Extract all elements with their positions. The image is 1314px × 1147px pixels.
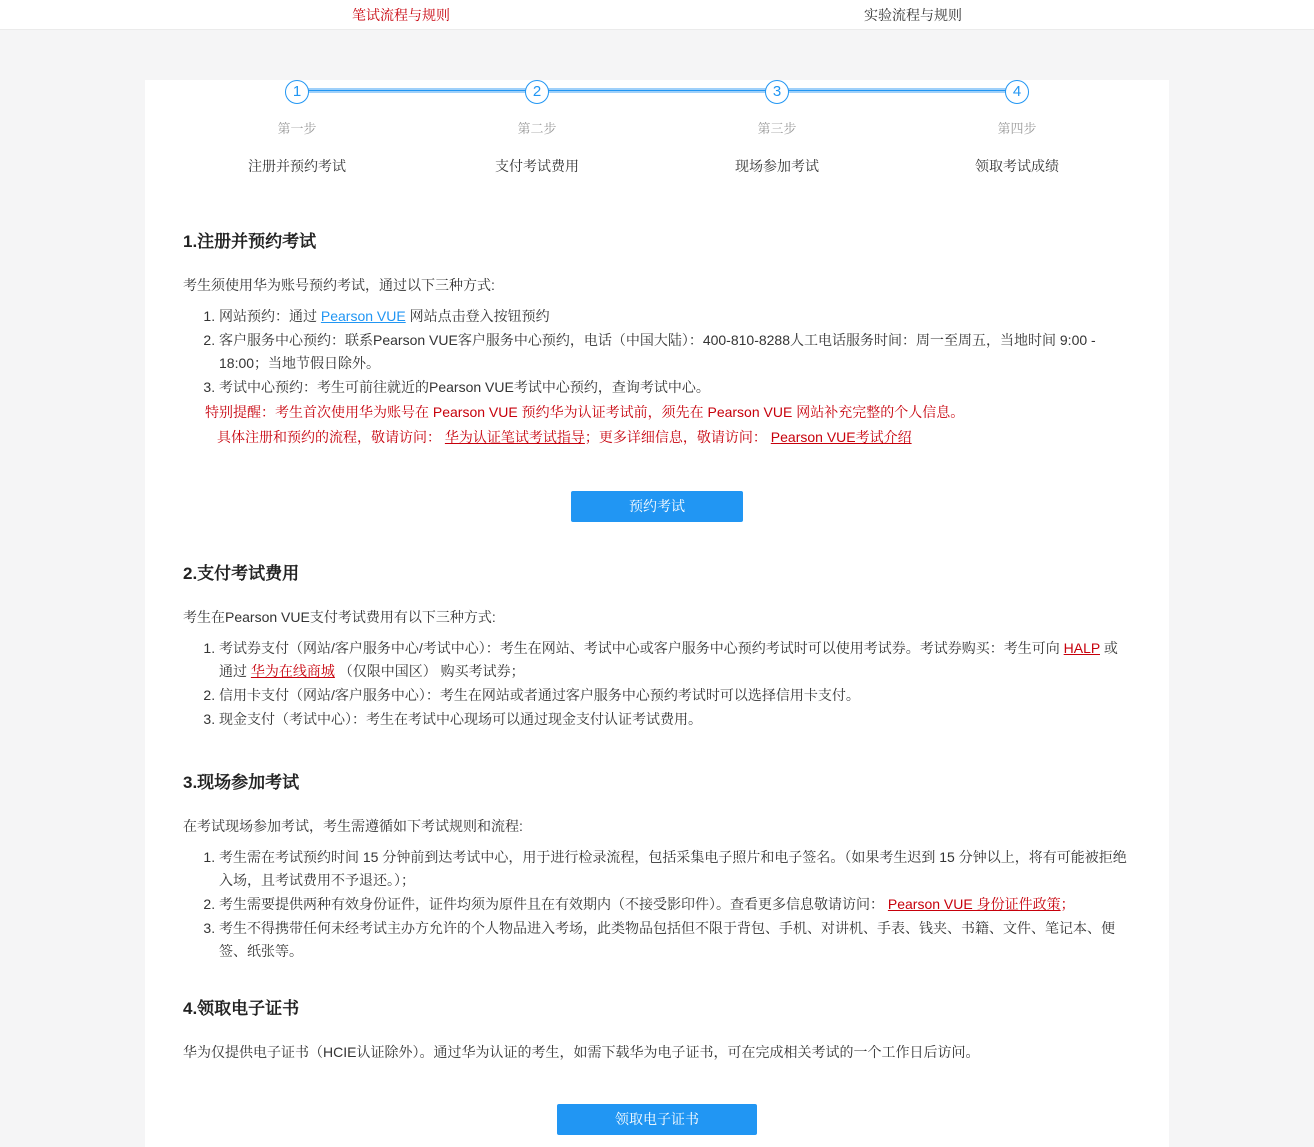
tab-written-exam-process[interactable] [145, 0, 657, 29]
text-segment: 考试中心预约：考生可前往就近的Pearson VUE考试中心预约，查询考试中心。 [219, 379, 710, 395]
get-certificate-button[interactable]: 领取电子证书 [557, 1104, 757, 1135]
list-item [219, 917, 1131, 963]
main-content [145, 232, 1169, 1135]
text-segment: 网站预约：通过 [219, 308, 321, 324]
list-item [219, 305, 1131, 328]
list-item [219, 329, 1131, 375]
section-1-intro: 考生须使用华为账号预约考试，通过以下三种方式: [183, 277, 495, 293]
tab-lab-exam-label: 实验流程与规则 [864, 6, 962, 23]
stepper-circles-row [177, 80, 1137, 104]
section-get-certificate [183, 999, 1131, 1135]
tab-lab-exam-process[interactable] [657, 0, 1169, 29]
list-item [219, 846, 1131, 892]
top-tab-bar [0, 0, 1314, 30]
list-item [219, 376, 1131, 399]
list-item [219, 684, 1131, 707]
section-2-list [183, 637, 1131, 731]
section-4-body: 华为仅提供电子证书（HCIE认证除外）。通过华为认证的考生，如需下载华为电子证书，可在完成相关考试的一个工作日后访问。 [183, 1044, 980, 1060]
text-segment: 信用卡支付（网站/客户服务中心）：考生在网站或者通过客户服务中心预约考试时可以选择信用卡支付。 [219, 687, 860, 703]
pearson-vue-intro-link[interactable]: Pearson VUE考试介绍 [770, 429, 912, 445]
section-3-list [183, 846, 1131, 963]
section-1-list [183, 305, 1131, 399]
stepper-names-row [177, 137, 1137, 176]
section-2-intro: 考生在Pearson VUE支付考试费用有以下三种方式: [183, 609, 496, 625]
content-card [145, 80, 1169, 1147]
section-onsite-exam [183, 773, 1131, 963]
step-circle-1: 1 [285, 80, 309, 104]
pearson-vue-link[interactable]: Pearson VUE [320, 308, 406, 324]
text-segment: ； [1060, 896, 1075, 912]
step-name-1: 注册并预约考试 [248, 158, 346, 174]
step-label-2: 第二步 [517, 121, 557, 136]
written-exam-guide-link[interactable]: 华为认证笔试考试指导 [444, 429, 585, 445]
exam-process-stepper [177, 80, 1137, 176]
text-segment: 现金支付（考试中心）：考生在考试中心现场可以通过现金支付认证考试费用。 [219, 711, 702, 727]
step-circle-2: 2 [525, 80, 549, 104]
huawei-online-store-link[interactable]: 华为在线商城 [250, 663, 335, 679]
section-3-heading: 3.现场参加考试 [183, 773, 300, 792]
text-segment: 客户服务中心预约：联系Pearson VUE客户服务中心预约，电话（中国大陆）：400-810-8288人工电话服务时间：周一至周五，当地时间 9:00 - 18:00；当地节假日除外。 [219, 332, 1096, 371]
text-segment: 考试券支付（网站/客户服务中心/考试中心）：考生在网站、考试中心或客户服务中心预约考试时可以使用考试券。考试券购买：考生可向 [219, 640, 1064, 656]
step-name-3: 现场参加考试 [735, 158, 819, 174]
book-exam-button[interactable]: 预约考试 [571, 491, 743, 522]
halp-link[interactable]: HALP [1063, 640, 1100, 656]
text-segment: 或通过 [219, 640, 1118, 679]
id-policy-link[interactable]: Pearson VUE 身份证件政策 [887, 896, 1061, 912]
step-circle-4: 4 [1005, 80, 1029, 104]
step-circle-3: 3 [765, 80, 789, 104]
step-label-4: 第四步 [997, 121, 1037, 136]
list-item [219, 893, 1131, 916]
text-segment: 网站点击登入按钮预约 [405, 308, 550, 324]
special-reminder-text [205, 401, 1131, 424]
section-4-heading: 4.领取电子证书 [183, 999, 300, 1018]
step-label-3: 第三步 [757, 121, 797, 136]
top-tab-bar-inner [145, 0, 1169, 29]
section-3-intro: 在考试现场参加考试，考生需遵循如下考试规则和流程: [183, 818, 523, 834]
step-label-1: 第一步 [277, 121, 317, 136]
text-segment: 考生需要提供两种有效身份证件，证件均须为原件且在有效期内（不接受影印件）。查看更多信息敬请访问： [219, 896, 888, 912]
tab-written-exam-label: 笔试流程与规则 [352, 6, 450, 23]
text-segment: 考生需在考试预约时间 15 分钟前到达考试中心，用于进行检录流程，包括采集电子照片和电子签名。（如果考生迟到 15 分钟以上，将有可能被拒绝入场，且考试费用不予退还。）； [219, 849, 1127, 888]
step-name-2: 支付考试费用 [495, 158, 579, 174]
text-segment: （仅限中国区） 购买考试券； [334, 663, 525, 679]
section-register-and-book [183, 232, 1131, 522]
text-segment: ；更多详细信息，敬请访问： [584, 429, 771, 445]
stepper-labels-row [177, 104, 1137, 137]
step-name-4: 领取考试成绩 [975, 158, 1059, 174]
text-segment: 具体注册和预约的流程，敬请访问： [217, 429, 445, 445]
registration-guide-text [217, 426, 1131, 449]
list-item [219, 637, 1131, 683]
section-2-heading: 2.支付考试费用 [183, 564, 300, 583]
text-segment: 考生不得携带任何未经考试主办方允许的个人物品进入考场，此类物品包括但不限于背包、手机、对讲机、手表、钱夹、书籍、文件、笔记本、便签、纸张等。 [219, 920, 1115, 959]
list-item [219, 708, 1131, 731]
text-segment: 特别提醒：考生首次使用华为账号在 Pearson VUE 预约华为认证考试前，须先在 Pearson VUE 网站补充完整的个人信息。 [205, 404, 965, 420]
section-1-heading: 1.注册并预约考试 [183, 232, 317, 251]
section-pay-exam-fee [183, 564, 1131, 731]
